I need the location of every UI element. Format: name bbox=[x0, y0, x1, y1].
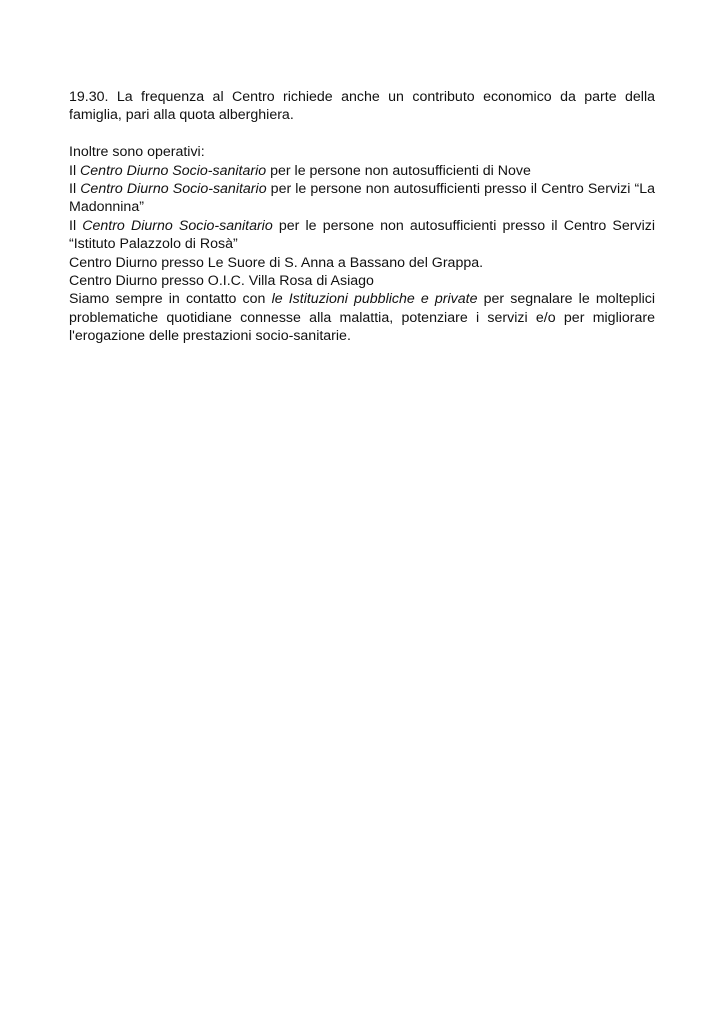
item-suffix: per le persone non autosufficienti di Nove bbox=[266, 162, 531, 179]
closing-italic: le Istituzioni pubbliche e private bbox=[271, 291, 478, 308]
item-suffix: per le persone non autosufficienti presso il Centro Servizi “La Madonnina” bbox=[69, 181, 655, 216]
intro-line: Inoltre sono operativi: bbox=[69, 144, 205, 161]
closing-suffix: per segnalare le molteplici problematiche quotidiane connesse alla malattia, potenziare i servizi e/o per migliorare l'erogazione delle prestazioni socio-sanitarie. bbox=[69, 291, 655, 345]
item-prefix: Il bbox=[69, 181, 81, 198]
item-suffix: per le persone non autosufficienti presso il Centro Servizi “Istituto Palazzolo di Rosà” bbox=[69, 217, 655, 253]
centro-item-palazzolo bbox=[69, 217, 655, 254]
paragraph-spacer bbox=[69, 125, 655, 143]
closing-prefix: Siamo sempre in contatto con bbox=[69, 291, 272, 308]
item-italic-name: Centro Diurno Socio-sanitario bbox=[80, 181, 267, 198]
centro-item-asiago: Centro Diurno presso O.I.C. Villa Rosa di Asiago bbox=[69, 273, 374, 290]
centro-item-nove bbox=[69, 162, 655, 180]
item-prefix: Il bbox=[69, 162, 81, 179]
item-italic-name: Centro Diurno Socio-sanitario bbox=[80, 162, 267, 179]
closing-paragraph bbox=[69, 290, 655, 345]
item-italic-name: Centro Diurno Socio-sanitario bbox=[82, 217, 273, 234]
centro-item-bassano: Centro Diurno presso Le Suore di S. Anna a Bassano del Grappa. bbox=[69, 254, 484, 271]
fee-paragraph: 19.30. La frequenza al Centro richiede anche un contributo economico da parte della famiglia, pari alla quota alberghiera. bbox=[69, 89, 655, 124]
item-prefix: Il bbox=[69, 217, 83, 234]
document-body bbox=[69, 88, 655, 346]
centro-item-madonnina bbox=[69, 180, 655, 217]
